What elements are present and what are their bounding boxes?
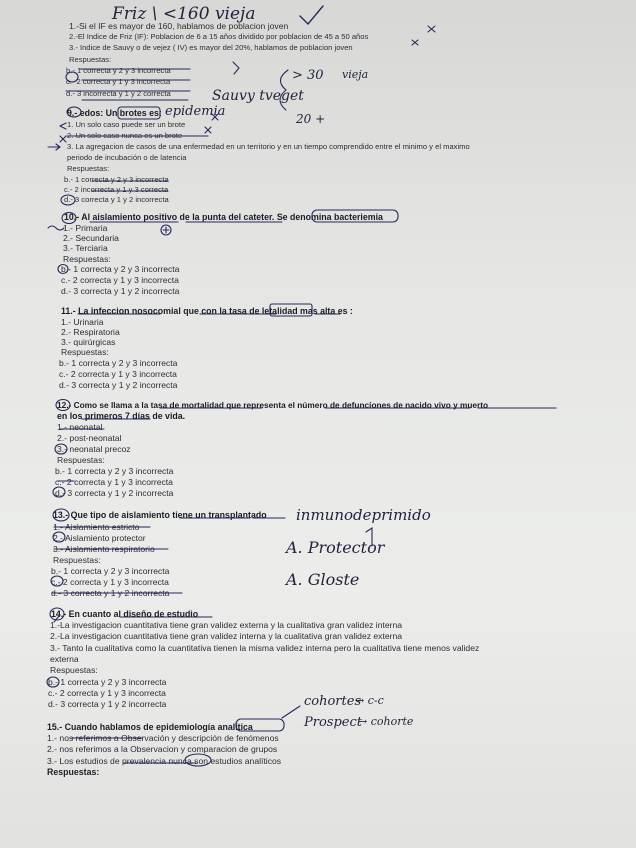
answer-b: b.- 1 correcta y 2 y 3 incorrecta [64, 175, 169, 184]
answer-b: b.- 1 correcta y 2 y 3 incorrecta [66, 66, 171, 75]
answers-label: Respuestas: [61, 347, 109, 357]
answers-label: Respuestas: [57, 455, 105, 465]
bracket-mark [366, 528, 372, 546]
circled-answer [47, 677, 59, 687]
handwritten-cohortes: cohortes [304, 694, 362, 709]
option-3: 3.- Aislamiento respiratorio [53, 544, 155, 554]
answers-label: Respuestas: [50, 665, 98, 675]
handwritten-a-protector: A. Protector [286, 538, 385, 557]
handwritten-vieja: vieja [342, 68, 369, 81]
option-3: 3.- Terciaria [63, 243, 108, 253]
option-2: 2.- post-neonatal [57, 433, 122, 443]
answer-d: d.- 3 correcta y 1 y 2 incorrecta [61, 286, 180, 296]
option-3: 3. La agregacion de casos de una enfermedad en un territorio y en un tiempo comprendido entre el minimo y el maximo [67, 142, 470, 151]
circled-answer [61, 195, 75, 205]
option-1: 1.- Primaria [63, 223, 108, 233]
handwritten-a-gloste: A. Gloste [286, 570, 360, 589]
brace-mark [280, 70, 288, 110]
circled-number [67, 107, 81, 117]
question-title: 15.- Cuando hablamos de epidemiología analítica [47, 722, 253, 732]
answer-b: b.- 1 correcta y 2 y 3 incorrecta [59, 358, 178, 368]
arrow-mark [60, 123, 66, 129]
cross-icon [428, 26, 435, 32]
question-title: 14.- En cuanto al diseño de estudio [51, 609, 199, 619]
cross-icon [412, 40, 418, 45]
option-3: 3.- quirúrgicas [61, 337, 116, 347]
boxed-word [118, 107, 160, 119]
checkmark-icon [300, 6, 323, 24]
circled-number [62, 213, 76, 224]
circled-number [53, 509, 69, 521]
strike-line [54, 527, 168, 549]
option-2: 2.- nos referimos a la Observacion y comparacion de grupos [47, 744, 278, 754]
handwritten-cc: → c-c [355, 694, 384, 707]
question-title: 11.- La infeccion nosocomial que con la tasa de letalidad mas alta es : [61, 306, 353, 316]
boxed-word [312, 210, 398, 222]
cross-icon [212, 114, 218, 120]
answer-c: c.- 2 incorrecta y 1 y 3 correcta [64, 185, 169, 194]
circled-answer [58, 265, 68, 274]
statement-1: 1.-Si el IF es mayor de 160, hablamos de poblacion joven [69, 21, 289, 31]
answer-b: b.- 1 correcta y 2 y 3 incorrecta [51, 566, 170, 576]
answer-c: c.- 2 correcta y 1 y 3 incorrecta [66, 77, 171, 86]
option-1: 1.-La investigacion cuantitativa tiene gran validez externa y la cualitativa gran validez interna [50, 620, 403, 630]
circled-number [56, 400, 70, 411]
handwritten-cohorte: → cohorte [358, 715, 414, 728]
option-1: 1. Un solo caso puede ser un brote [67, 120, 186, 129]
cross-icon [60, 136, 66, 142]
strike-line [66, 80, 190, 91]
statement-2: 2.-El Indice de Friz (IF): Poblacion de 6 a 15 años dividido por poblacion de 45 a 50 años [69, 32, 369, 41]
answer-d: d.- 3 correcta y 1 y 2 incorrecta [51, 588, 170, 598]
circled-answer [53, 487, 65, 497]
option-3-cont: externa [50, 654, 79, 664]
cross-icon [205, 127, 211, 133]
question-title: 9.- edos: Un brotes es: [67, 108, 162, 118]
boxed-word [236, 719, 284, 731]
option-3-cont: periodo de incubación o de latencia [67, 153, 187, 162]
answer-d: d.- 3 correcta y 1 y 2 incorrecta [64, 195, 169, 204]
circled-answer [51, 576, 63, 586]
arrow-mark [282, 706, 300, 718]
answer-c: c.- 2 correcta y 1 y 3 incorrecta [61, 275, 179, 285]
handwritten-prospect: Prospect [304, 715, 362, 730]
question-title-cont: en los primeros 7 días de vida. [57, 411, 186, 421]
circled-word [185, 754, 211, 766]
answer-d: d.- 3 correcta y 1 y 2 incorrecta [48, 699, 167, 709]
answer-d: d.- 3 correcta y 1 y 2 incorrecta [55, 488, 174, 498]
handwritten-twenty: 20 + [296, 112, 326, 126]
tilde-mark [48, 226, 64, 230]
tick-mark [54, 616, 59, 622]
arrow-mark [48, 144, 60, 150]
option-2: 2.- Secundaria [63, 233, 119, 243]
caret-mark [233, 62, 239, 74]
answer-b: b.- 1 correcta y 2 y 3 incorrecta [55, 466, 174, 476]
option-2: 2.- Respiratoria [61, 327, 120, 337]
answer-b: b.- 1 correcta y 2 y 3 incorrecta [61, 264, 180, 274]
plus-icon [163, 227, 169, 233]
answers-label: Respuestas: [67, 164, 110, 173]
answer-c: c.- 2 correcta y 1 y 3 incorrecta [59, 369, 177, 379]
answer-b: b.- 1 correcta y 2 y 3 incorrecta [48, 677, 167, 687]
answers-label: Respuestas: [53, 555, 101, 565]
question-title: 10.- Al aislamiento positivo de la punta del cateter. Se denomina bacteriemia [64, 212, 383, 222]
option-1: 1.- nos referimos a Observación y descripción de fenómenos [47, 733, 279, 743]
circled-number [53, 532, 65, 542]
question-title: 12.- Como se llama a la tasa de mortalidad que representa el número de defunciones de nacido vivo y muerto [57, 400, 489, 410]
option-1: 1.- Urinaria [61, 317, 104, 327]
underline-mark [92, 181, 168, 191]
answer-d: d.- 3 correcta y 1 y 2 incorrecta [59, 380, 178, 390]
handwritten-gt30: > 30 [292, 68, 324, 83]
option-2: 2. Un solo caso nunca es un brote [67, 131, 183, 140]
option-3: 3.- Tanto la cualitativa como la cuantitativa tienen la misma validez interna pero la cualitativa tiene menos validez [50, 643, 480, 653]
handwritten-epidemia: epidemia [165, 104, 226, 119]
question-title: 13.- Que tipo de aislamiento tiene un transplantado [53, 510, 267, 520]
circled-number [55, 444, 67, 454]
option-2: 2.-La investigacion cuantitativa tiene gran validez interna y la cualitativa gran validez externa [50, 631, 403, 641]
circled-answer [66, 72, 78, 82]
handwritten-sauvy-note: Sauvy tveget [212, 88, 304, 104]
answer-c: c.- 2 correcta y 1 y 3 incorrecta [48, 688, 166, 698]
option-3: 3.- neonatal precoz [57, 444, 131, 454]
option-3: 3.- Los estudios de prevalencia nunca son estudios analíticos [47, 756, 282, 766]
option-2: 2.- Aislamiento protector [53, 533, 146, 543]
answers-label: Respuestas: [47, 767, 100, 777]
answer-d: d.- 3 incorrecta y 1 y 2 correcta [66, 89, 171, 98]
statement-3: 3.- Indice de Sauvy o de vejez ( IV) es mayor del 20%, hablamos de poblacion joven [69, 43, 353, 52]
answer-c: c.- 2 correcta y 1 y 3 incorrecta [51, 577, 169, 587]
handwritten-inmunodeprimido: inmunodeprimido [296, 506, 431, 524]
answers-label: Respuestas: [63, 254, 111, 264]
option-1: 1.- neonatal [57, 422, 103, 432]
option-1: 1.- Aislamiento estricto [53, 522, 140, 532]
answers-label: Respuestas: [69, 55, 112, 64]
handwritten-friz-note: Friz \ <160 vieja [112, 4, 256, 24]
answer-c: c.- 2 correcta y 1 y 3 incorrecta [55, 477, 173, 487]
